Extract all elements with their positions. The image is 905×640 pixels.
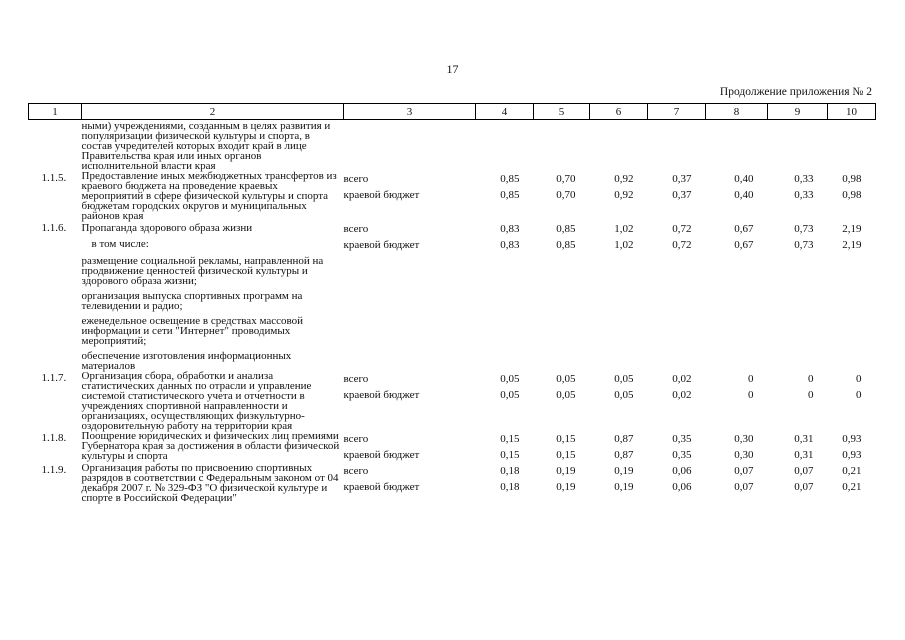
- value-cell: 0,33: [794, 173, 814, 185]
- program-table: [28, 103, 876, 503]
- value-cell: 0,70: [556, 173, 576, 185]
- value-cell: 0,05: [500, 389, 520, 401]
- value-cell: 0,83: [500, 239, 520, 251]
- column-header: 6: [590, 104, 648, 120]
- value-cell: 0,07: [734, 481, 754, 493]
- sub-item: еженедельное освещение в средствах массовой информации и сети "Интернет" проводимых мероприятий;: [81, 315, 303, 347]
- appendix-continuation-label: Продолжение приложения № 2: [719, 86, 872, 98]
- value-cell: 0: [808, 389, 814, 401]
- value-cell: 0,37: [672, 173, 692, 185]
- value-cell: 0: [808, 373, 814, 385]
- item-name: Пропаганда здорового образа жизни: [81, 222, 253, 234]
- funding-sources: [344, 463, 476, 503]
- item-code: 1.1.8.: [41, 432, 67, 444]
- value-cell: 0,85: [500, 189, 520, 201]
- value-cell: 0,85: [500, 173, 520, 185]
- funding-sources: [344, 171, 476, 221]
- value-cell: 0,67: [734, 223, 754, 235]
- funding-sources: [344, 221, 476, 371]
- value-cell: 0,85: [556, 239, 576, 251]
- value-cell: 0,05: [614, 389, 634, 401]
- source-label: всего: [343, 373, 369, 385]
- value-cell: 0,15: [556, 433, 576, 445]
- value-cell: 0,98: [842, 173, 862, 185]
- column-header: 5: [534, 104, 590, 120]
- source-label: краевой бюджет: [343, 481, 420, 493]
- column-number-row: [29, 104, 876, 120]
- value-cell: 0,87: [614, 433, 634, 445]
- value-cell: 0,15: [500, 433, 520, 445]
- funding-sources: [344, 431, 476, 463]
- value-cell: 0,19: [614, 465, 634, 477]
- value-cell: 0,21: [842, 481, 862, 493]
- value-cell: 0,92: [614, 173, 634, 185]
- source-label: краевой бюджет: [343, 239, 420, 251]
- column-header: 9: [768, 104, 828, 120]
- value-cell: 0,30: [734, 433, 754, 445]
- table-row: [29, 221, 876, 371]
- item-subtitle: в том числе:: [91, 238, 149, 250]
- column-header: 2: [82, 104, 344, 120]
- item-code: 1.1.5.: [41, 172, 67, 184]
- value-cell: 0,37: [672, 189, 692, 201]
- value-cell: 0,07: [734, 465, 754, 477]
- table-row: [29, 463, 876, 503]
- value-cell: 0,06: [672, 465, 692, 477]
- value-cell: 0,40: [734, 173, 754, 185]
- value-cell: 0: [748, 389, 754, 401]
- column-header: 4: [476, 104, 534, 120]
- value-cell: 1,02: [614, 223, 634, 235]
- value-cell: 0: [856, 373, 862, 385]
- value-cell: 0,07: [794, 481, 814, 493]
- value-cell: 0,05: [500, 373, 520, 385]
- source-label: всего: [343, 223, 369, 235]
- value-cell: 0: [748, 373, 754, 385]
- item-name: Организация сбора, обработки и анализа статистических данных по отрасли и управление системой статистического учета и отчетности в учреждениях спортивной направленности и организациях, осуществляющих физкультурно-оздоровительную работу на территории края: [81, 370, 312, 432]
- value-cell: 0,67: [734, 239, 754, 251]
- value-cell: 0,98: [842, 189, 862, 201]
- value-cell: 0,92: [614, 189, 634, 201]
- value-cell: 0,72: [672, 239, 692, 251]
- value-cell: 2,19: [842, 239, 862, 251]
- value-cell: 0,02: [672, 389, 692, 401]
- value-cell: 0,18: [500, 465, 520, 477]
- item-code: 1.1.7.: [41, 372, 67, 384]
- column-header: 3: [344, 104, 476, 120]
- value-cell: 0,35: [672, 433, 692, 445]
- value-cell: 0,19: [556, 465, 576, 477]
- value-cell: 0,73: [794, 239, 814, 251]
- item-code: 1.1.9.: [41, 464, 67, 476]
- item-code: 1.1.6.: [41, 222, 67, 234]
- value-cell: 2,19: [842, 223, 862, 235]
- funding-sources: [344, 371, 476, 431]
- sub-item: организация выпуска спортивных программ на телевидении и радио;: [81, 290, 303, 312]
- value-cell: 0,87: [614, 449, 634, 461]
- source-label: краевой бюджет: [343, 449, 420, 461]
- source-label: всего: [343, 173, 369, 185]
- value-cell: 0,72: [672, 223, 692, 235]
- value-cell: 0,15: [500, 449, 520, 461]
- page-number: 17: [446, 62, 459, 76]
- item-name: Предоставление иных межбюджетных трансфертов из краевого бюджета на проведение краевых мероприятий в сфере физической культуры и спорта бюджетам городских округов и муниципальных районов края: [81, 170, 337, 222]
- value-cell: 0,40: [734, 189, 754, 201]
- item-name: Поощрение юридических и физических лиц премиями Губернатора края за достижения в области физической культуры и спорта: [81, 430, 340, 462]
- source-label: краевой бюджет: [343, 189, 420, 201]
- value-cell: 0,06: [672, 481, 692, 493]
- sub-item: обеспечение изготовления информационных материалов: [81, 350, 292, 372]
- value-cell: 0,15: [556, 449, 576, 461]
- value-cell: 0,21: [842, 465, 862, 477]
- value-cell: 1,02: [614, 239, 634, 251]
- table-row: [29, 120, 876, 172]
- value-cell: 0,19: [614, 481, 634, 493]
- value-cell: 0,33: [794, 189, 814, 201]
- table-row: [29, 171, 876, 221]
- value-cell: 0,19: [556, 481, 576, 493]
- column-header: 10: [828, 104, 876, 120]
- item-name-block: [82, 221, 344, 371]
- source-label: краевой бюджет: [343, 389, 420, 401]
- value-cell: 0: [856, 389, 862, 401]
- value-cell: 0,05: [556, 389, 576, 401]
- value-cell: 0,93: [842, 433, 862, 445]
- value-cell: 0,93: [842, 449, 862, 461]
- item-name: Организация работы по присвоению спортивных разрядов в соответствии с Федеральным законом от 04 декабря 2007 г. № 329-ФЗ "О физической культуре и спорте в Российской Федерации": [81, 462, 339, 504]
- value-cell: 0,05: [556, 373, 576, 385]
- value-cell: 0,85: [556, 223, 576, 235]
- value-cell: 0,07: [794, 465, 814, 477]
- sub-item: размещение социальной рекламы, направленной на продвижение ценностей физической культуры и здорового образа жизни;: [81, 255, 324, 287]
- column-header: 7: [648, 104, 706, 120]
- value-cell: 0,83: [500, 223, 520, 235]
- value-cell: 0,31: [794, 449, 814, 461]
- column-header: 8: [706, 104, 768, 120]
- value-cell: 0,31: [794, 433, 814, 445]
- value-cell: 0,05: [614, 373, 634, 385]
- value-cell: 0,02: [672, 373, 692, 385]
- value-cell: 0,70: [556, 189, 576, 201]
- column-header: 1: [29, 104, 82, 120]
- value-cell: 0,73: [794, 223, 814, 235]
- source-label: всего: [343, 433, 369, 445]
- value-cell: 0,18: [500, 481, 520, 493]
- table-row: [29, 431, 876, 463]
- value-cell: 0,35: [672, 449, 692, 461]
- continued-item-text: ными) учреждениями, созданным в целях развития и популяризации физической культуры и спорта, в состав учредителей которых входит край в лице Правительства края или иных органов исполнительной власти края: [81, 120, 331, 172]
- source-label: всего: [343, 465, 369, 477]
- table-row: [29, 371, 876, 431]
- value-cell: 0,30: [734, 449, 754, 461]
